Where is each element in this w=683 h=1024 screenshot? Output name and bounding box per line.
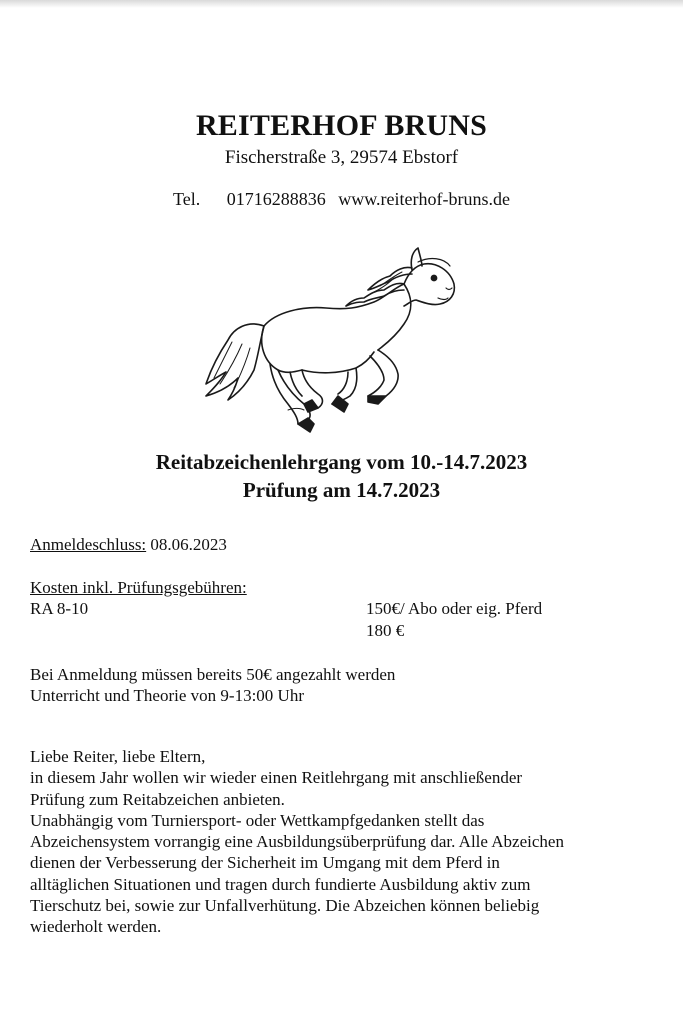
running-pony-illustration xyxy=(198,244,458,436)
letter-line: Liebe Reiter, liebe Eltern, xyxy=(30,747,206,766)
deposit-note: Bei Anmeldung müssen bereits 50€ angezahlt werden xyxy=(30,665,396,684)
deadline-label: Anmeldeschluss: xyxy=(30,535,147,554)
website: www.reiterhof-bruns.de xyxy=(338,189,510,209)
address: Fischerstraße 3, 29574 Ebstorf xyxy=(224,147,459,168)
page-top-shadow xyxy=(0,0,683,8)
schedule-note: Unterricht und Theorie von 9-13:00 Uhr xyxy=(30,686,304,705)
price-own-horse: 150€/ Abo oder eig. Pferd xyxy=(366,599,543,618)
course-level: RA 8-10 xyxy=(30,599,89,618)
letter-line: Unabhängig vom Turniersport- oder Wettkampfgedanken stellt das xyxy=(30,810,485,830)
letter-body xyxy=(30,746,670,938)
deadline-date: 08.06.2023 xyxy=(150,535,227,554)
letter-line: Prüfung zum Reitabzeichen anbieten. xyxy=(30,789,285,809)
letter-line: Abzeichensystem vorrangig eine Ausbildungsüberprüfung dar. Alle Abzeichen xyxy=(30,832,564,852)
costs-label: Kosten inkl. Prüfungsgebühren: xyxy=(30,578,247,597)
tel-label: Tel. xyxy=(172,189,201,209)
letter-line: wiederholt werden. xyxy=(30,917,162,937)
letter-line: alltäglichen Situationen und tragen durch fundierte Ausbildung aktiv zum xyxy=(30,874,531,894)
phone-number: 01716288836 xyxy=(226,189,326,209)
letter-line: in diesem Jahr wollen wir wieder einen Reitlehrgang mit anschließender xyxy=(30,768,523,788)
course-title xyxy=(0,448,683,504)
org-name: REITERHOF BRUNS xyxy=(195,109,488,142)
course-dates: Reitabzeichenlehrgang vom 10.-14.7.2023 xyxy=(155,450,528,474)
registration-deadline xyxy=(30,534,227,555)
letter-line: Tierschutz bei, sowie zur Unfallverhütung. Die Abzeichen können beliebig xyxy=(30,896,540,916)
contact-line xyxy=(0,188,683,210)
exam-date: Prüfung am 14.7.2023 xyxy=(242,478,441,502)
letterhead xyxy=(0,108,683,170)
letter-line: dienen der Verbesserung der Sicherheit im Umgang mit dem Pferd in xyxy=(30,853,500,873)
price-default: 180 € xyxy=(366,621,405,640)
